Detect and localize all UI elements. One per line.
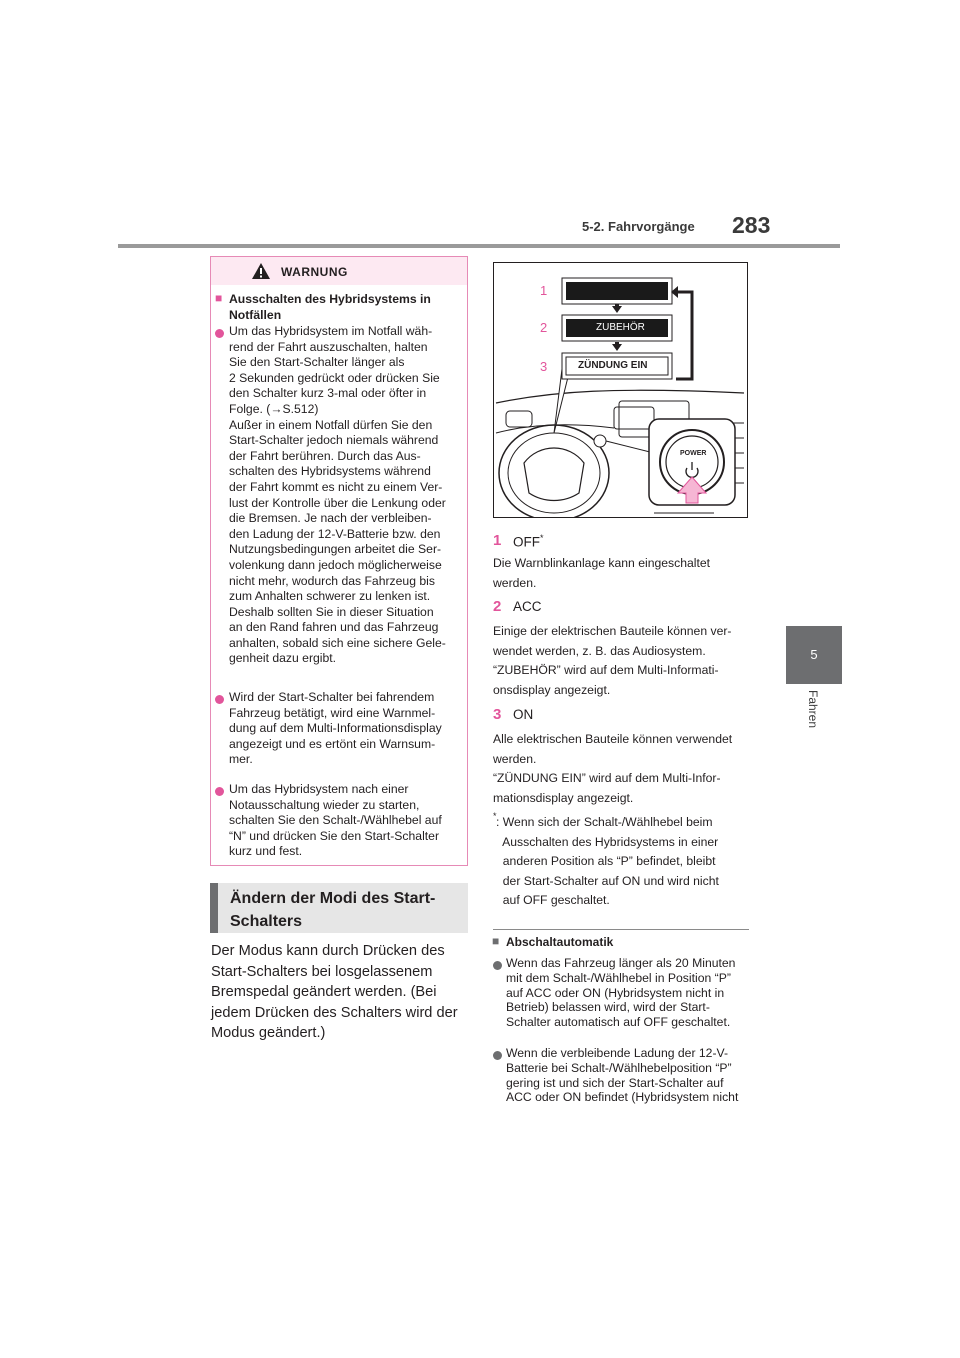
start-switch-illustration [493,262,748,518]
dot-bullet-icon [215,329,224,338]
mode-title-1-text: OFF [513,534,540,550]
illustration-label-3: 3 [540,359,548,374]
dot-bullet-icon [215,787,224,796]
warning-bullet-1: Um das Hybridsystem im Notfall wäh- rend der Fahrt auszuschalten, halten Sie den Start-Schalter länger als 2 Sekunden gedrückt oder drücken Sie den Schalter kurz 3-mal oder öfter in Folge. (→S.512) Außer in einem Notfall dürfen Sie den Start-Schalter jedoch niemals während der Fahrt berühren. Durch das Aus- schalten des Hybridsystems während der Fahrt kommt es nicht zu einem Ver- lust der Kontrolle über die Lenkung oder die Bremsen. Je nach der verbleiben- den Ladung der 12-V-Batterie bzw. den Nutzungsbedingungen arbeitet die Ser- volenkung dann jedoch möglicherweise nicht mehr, wodurch das Fahrzeug bis zum Anhalten schwerer zu lenken ist. Deshalb sollten Sie in dieser Situation an den Rand fahren und das Fahrzeug anhalten, sobald sich eine sichere Gele- genheit dazu ergibt. [229,324,446,666]
square-bullet-icon: ■ [492,934,500,948]
warning-subtitle: Ausschalten des Hybridsystems in Notfällen [229,292,431,322]
mode-description: Der Modus kann durch Drücken des Start-Schalters bei losgelassenem Bremspedal geändert werden. (Bei jedem Drücken des Schalters wird der Modus geändert.) [211,943,458,1042]
section-heading-box [210,883,468,933]
mode-text-2: Einige der elektrischen Bauteile können ver- wendet werden, z. B. das Audiosystem. “ZUBEHÖR” wird auf dem Multi-Informati- onsdisplay angezeigt. [493,624,732,697]
footnote-separator [493,929,749,930]
mode-title-1 [513,533,544,550]
footnote-marker: * [493,811,497,821]
dot-bullet-icon [493,1051,502,1060]
display-text-zubehoer: ZUBEHÖR [596,322,645,333]
illustration-graphic [494,263,747,517]
auto-off-title: Abschaltautomatik [506,935,614,949]
warning-box [210,256,468,866]
illustration-label-2: 2 [540,320,548,335]
auto-off-bullet-1: Wenn das Fahrzeug länger als 20 Minuten mit dem Schalt-/Wählhebel in Position “P” auf ACC oder ON (Hybridsystem nicht in Betrieb) belassen wird, wird der Start- Schalter automatisch auf OFF geschaltet. [506,956,736,1030]
dot-bullet-icon [493,961,502,970]
warning-bullet-3: Um das Hybridsystem nach einer Notausschaltung wieder zu starten, schalten Sie den Schalt-/Wählhebel auf “N” und drücken Sie den Start-Schalter kurz und fest. [229,782,442,859]
mode-number-1: 1 [493,532,502,549]
square-bullet-icon: ■ [215,291,223,305]
warning-title: WARNUNG [281,265,348,279]
section-heading: Ändern der Modi des Start- Schalters [230,890,436,930]
display-text-zuendung-ein: ZÜNDUNG EIN [578,360,648,371]
mode-number-2: 2 [493,598,502,615]
dot-bullet-icon [215,695,224,704]
mode-title-3: ON [513,707,534,722]
mode-title-1-sup: * [540,533,544,543]
section-title: 5-2. Fahrvorgänge [582,219,695,234]
page-number: 283 [732,212,771,238]
mode-number-3: 3 [493,706,502,723]
mode-text-1: Die Warnblinkanlage kann eingeschaltet werden. [493,556,711,590]
chapter-label [800,690,826,760]
chapter-tab[interactable]: 5 [786,626,842,684]
warning-header [211,257,467,285]
warning-bullet-2: Wird der Start-Schalter bei fahrendem Fahrzeug betätigt, wird eine Warnmel- dung auf dem Multi-Informationsdisplay angezeigt und es ertönt ein Warnsum- mer. [229,690,442,767]
power-button-label: POWER [680,450,707,457]
footnote-text: : Wenn sich der Schalt-/Wählhebel beim Ausschalten des Hybridsystems in einer anderen Position als “P” befindet, bleibt der Start-Schalter auf ON und wird nicht auf OFF geschaltet. [496,815,719,907]
warning-triangle-icon [251,262,271,280]
mode-text-3: Alle elektrischen Bauteile können verwendet werden. “ZÜNDUNG EIN” wird auf dem Multi-Infor- mationsdisplay angezeigt. [493,732,733,805]
header-rule [118,244,840,248]
chapter-label-text: Fahren [806,690,820,729]
mode-title-2: ACC [513,599,542,614]
auto-off-bullet-2: Wenn die verbleibende Ladung der 12-V- Batterie bei Schalt-/Wählhebelposition “P” gering ist und sich der Start-Schalter auf ACC oder ON befindet (Hybridsystem nicht [506,1046,739,1105]
illustration-label-1: 1 [540,283,548,298]
